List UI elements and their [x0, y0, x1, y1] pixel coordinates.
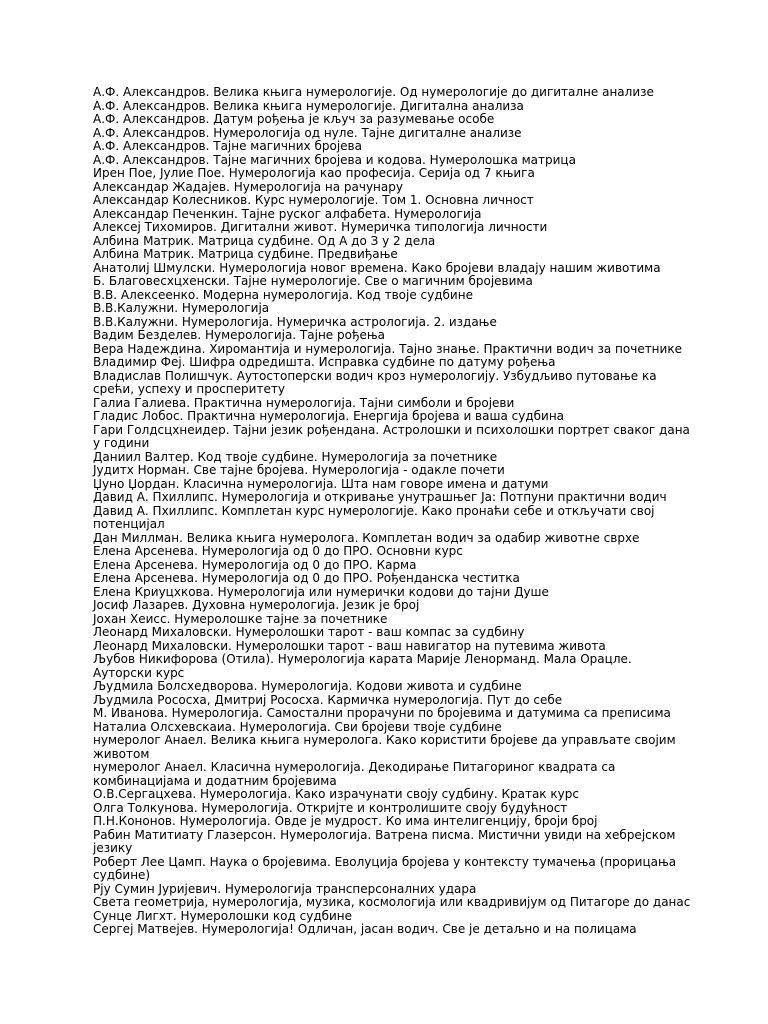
book-list — [93, 86, 693, 937]
book-entry: Људмила Болсхедворова. Нумерологија. Кодови живота и судбине — [93, 679, 522, 693]
book-entry: А.Ф. Александров. Датум рођења је кључ за разумевање особе — [93, 112, 495, 126]
book-entry: Алексеј Тихомиров. Дигитални живот. Нумеричка типологија личности — [93, 220, 548, 234]
book-entry: А.Ф. Александров. Велика књига нумерологије. Дигитална анализа — [93, 98, 524, 113]
book-entry: В.В. Алексеенко. Модерна нумерологија. Код твоје судбине — [93, 287, 473, 302]
book-entry: Давид А. Пхиллипс. Нумерологија и откривање унутрашњег Ја: Потпуни практични водич — [93, 490, 667, 504]
book-entry: Јосиф Лазарев. Духовна нумерологија. Језик је број — [93, 598, 420, 612]
book-entry: Олга Толкунова. Нумерологија. Откријте и контролишите своју будућност — [93, 800, 568, 815]
book-entry: Дан Миллман. Велика књига нумеролога. Комплетан водич за одабир животне сврхе — [93, 530, 640, 545]
book-entry: Гладис Лобос. Практична нумерологија. Енергија бројева и ваша судбина — [93, 409, 565, 423]
book-entry: В.В.Калужни. Нумерологија. Нумеричка астрологија. 2. издање — [93, 314, 497, 329]
book-entry: Вадим Безделев. Нумерологија. Тајне рођења — [93, 328, 385, 342]
book-entry: Елена Криуцхкова. Нумерологија или нумерички кодови до тајни Душе — [93, 584, 549, 599]
book-entry: М. Иванова. Нумерологија. Самостални прорачуни по бројевима и датумима са преписима — [93, 706, 671, 720]
book-entry: Јудитх Норман. Све тајне бројева. Нумерологија - одакле почети — [93, 463, 505, 477]
book-entry: Александар Колесников. Курс нумерологије. Том 1. Основна личност — [93, 193, 534, 207]
book-entry: Леонард Михаловски. Нумеролошки тарот - ваш компас за судбину — [93, 625, 525, 639]
book-entry: Александар Печенкин. Тајне руског алфабета. Нумерологија — [93, 206, 482, 221]
book-entry: О.В.Сергацхева. Нумерологија. Како израчунати своју судбину. Кратак курс — [93, 787, 579, 801]
book-entry: Елена Арсенева. Нумерологија од 0 до ПРО. Основни курс — [93, 544, 463, 558]
book-entry: В.В.Калужни. Нумерологија — [93, 301, 270, 315]
book-entry: Сунце Лигхт. Нумеролошки код судбине — [93, 908, 353, 923]
book-entry: Давид А. Пхиллипс. Комплетан курс нумерологије. Како пронаћи себе и откључати свој потенцијал — [93, 503, 655, 531]
book-entry: Џуно Џордан. Класична нумерологија. Шта нам говоре имена и датуми — [93, 476, 549, 491]
book-entry: П.Н.Кононов. Нумерологија. Овде је мудрост. Ко има интелигенцију, броји број — [93, 814, 598, 828]
book-entry: Света геометрија, нумерологија, музика, космологија или квадривијум од Питагоре до данас — [93, 895, 691, 909]
book-entry: Рабин Матитиату Глазерсон. Нумерологија. Ватрена писма. Мистични увиди на хебрејском језику — [93, 827, 676, 855]
book-entry: А.Ф. Александров. Велика књига нумерологије. Од нумерологије до дигиталне анализе — [93, 85, 654, 99]
book-entry: Даниил Валтер. Код твоје судбине. Нумерологија за почетнике — [93, 449, 498, 464]
book-entry: Рју Сумин Јуријевич. Нумерологија трансперсоналних удара — [93, 881, 477, 896]
book-entry: Роберт Лее Цамп. Наука о бројевима. Еволуција бројева у контексту тумачења (прорицања судбине) — [93, 854, 677, 882]
book-entry: Ирен Пое, Јулие Пое. Нумерологија као професија. Серија од 7 књига — [93, 166, 535, 180]
book-entry: нумеролог Анаел. Велика књига нумеролога. Како користити бројеве да управљате својим животом — [93, 733, 676, 761]
book-entry: Анатолиј Шмулски. Нумерологија новог времена. Како бројеви владају нашим животима — [93, 260, 661, 275]
book-entry: А.Ф. Александров. Тајне магичних бројева и кодова. Нумеролошка матрица — [93, 152, 576, 167]
book-entry: Љубов Никифорова (Отила). Нумерологија карата Марије Ленорманд. Мала Орацле. Ауторски курс — [93, 652, 632, 680]
book-entry: Албина Матрик. Матрица судбине. Од А до З у 2 дела — [93, 233, 436, 248]
book-entry: Владислав Полишчук. Аутостоперски водич кроз нумерологију. Узбудљиво путовање ка срећи, успеху и просперитету — [93, 368, 657, 396]
book-entry: Вера Надеждина. Хиромантија и нумерологија. Тајно знање. Практични водич за почетнике — [93, 341, 682, 356]
book-entry: А.Ф. Александров. Нумерологија од нуле. Тајне дигиталне анализе — [93, 125, 522, 140]
book-entry: Галиа Галиева. Практична нумерологија. Тајни симболи и бројеви — [93, 395, 515, 410]
book-entry: Леонард Михаловски. Нумеролошки тарот - ваш навигатор на путевима живота — [93, 638, 606, 653]
book-entry: Б. Благовесхцхенски. Тајне нумерологије. Све о магичним бројевима — [93, 274, 533, 288]
book-entry: Људмила Рососха, Дмитриј Рососха. Кармичка нумерологија. Пут до себе — [93, 692, 563, 707]
book-entry: Гари Голдсцхнеидер. Тајни језик рођендана. Астролошки и психолошки портрет сваког дана у години — [93, 422, 690, 450]
book-entry: Наталиа Олсхевскаиа. Нумерологија. Сви бројеви твоје судбине — [93, 719, 502, 734]
book-entry: Албина Матрик. Матрица судбине. Предвиђање — [93, 247, 398, 261]
book-entry: А.Ф. Александров. Тајне магичних бројева — [93, 139, 362, 153]
book-entry: Елена Арсенева. Нумерологија од 0 до ПРО. Карма — [93, 557, 417, 572]
book-entry: Владимир Феј. Шифра одредишта. Исправка судбине по датуму рођења — [93, 355, 556, 369]
book-entry: Јохан Хеисс. Нумеролошке тајне за почетнике — [93, 611, 388, 626]
book-entry: Елена Арсенева. Нумерологија од 0 до ПРО. Рођенданска честитка — [93, 571, 520, 585]
book-entry: нумеролог Анаел. Класична нумерологија. Декодирање Питагориног квадрата са комбинацијама и додатним бројевима — [93, 760, 616, 788]
book-entry: Александар Жадајев. Нумерологија на рачунару — [93, 179, 403, 194]
book-entry: Сергеј Матвејев. Нумерологија! Одличан, јасан водич. Све је детаљно и на полицама — [93, 922, 637, 936]
